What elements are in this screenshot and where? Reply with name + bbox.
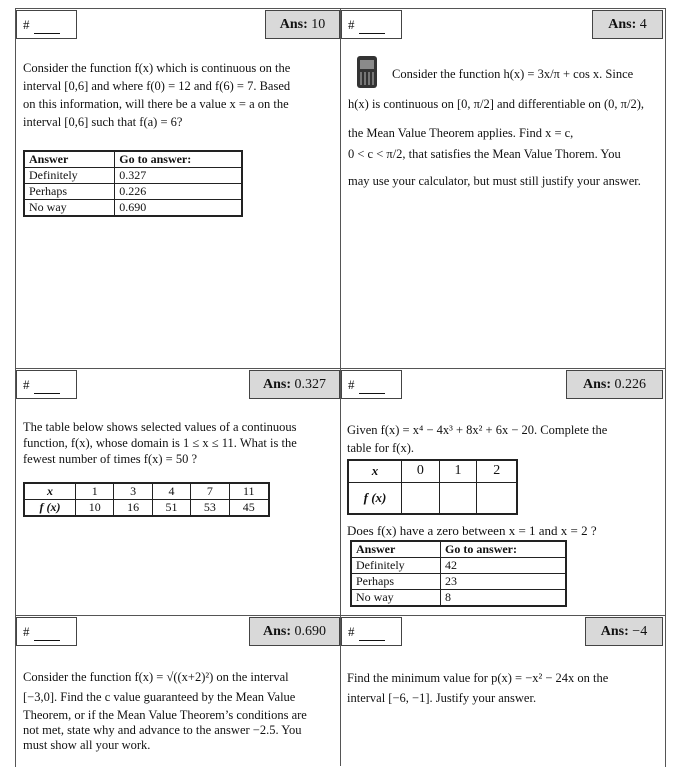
problem-line: interval [−6, −1]. Justify your answer. [347, 691, 537, 705]
row-divider-1 [15, 368, 665, 369]
answer-value: 0.690 [294, 624, 326, 639]
answer-value: 4 [639, 17, 647, 32]
table-row: x 0 1 2 [348, 460, 517, 482]
answer-choice-table [23, 150, 243, 217]
problem-text [347, 669, 662, 707]
answer-box [585, 617, 663, 646]
table-header: Answer [24, 151, 115, 168]
answer-box [265, 10, 340, 39]
problem-line: [−3,0]. Find the c value guaranteed by the Mean Value [23, 690, 296, 704]
answer-choice-table [350, 540, 567, 607]
answer-label: Ans: [262, 377, 291, 392]
values-table [23, 482, 270, 517]
answer-label: Ans: [600, 624, 629, 639]
problem-line: Does f(x) have a zero between x = 1 and x = 2 ? [347, 523, 597, 538]
table-row: x 1 3 4 7 11 [24, 483, 269, 500]
answer-label: Ans: [582, 377, 611, 392]
problem-line: interval [0,6] and where f(0) = 12 and f(6) = 7. Based [23, 79, 291, 93]
problem-line: Consider the function f(x) which is continuous on the [23, 61, 291, 75]
answer-label: Ans: [608, 17, 637, 32]
answer-box [249, 370, 340, 399]
table-header: Answer [351, 541, 441, 558]
problem-line: table for f(x). [347, 441, 414, 455]
table-row: Perhaps 0.226 [24, 184, 242, 200]
table-row: Perhaps 23 [351, 574, 566, 590]
number-label: # [348, 624, 355, 639]
answer-box [566, 370, 663, 399]
fill-in-table [347, 459, 518, 515]
blank-cell[interactable] [439, 482, 477, 514]
problem-line: Given f(x) = x⁴ − 4x³ + 8x² + 6x − 20. Complete the [347, 423, 608, 437]
blank-cell[interactable] [402, 482, 440, 514]
answer-box [249, 617, 340, 646]
answer-label: Ans: [262, 624, 291, 639]
number-label: # [348, 17, 355, 32]
problem-line: may use your calculator, but must still justify your answer. [348, 174, 641, 188]
problem-line: interval [0,6] such that f(a) = 6? [23, 115, 183, 129]
problem-text [23, 419, 335, 467]
problem-line: function, f(x), whose domain is 1 ≤ x ≤ 11. What is the [23, 436, 297, 450]
blank-cell[interactable] [477, 482, 517, 514]
problem-text [23, 668, 335, 753]
answer-box [592, 10, 663, 39]
problem-number-box [341, 370, 402, 399]
number-label: # [348, 377, 355, 392]
table-row: Definitely 42 [351, 558, 566, 574]
problem-number-box [16, 10, 77, 39]
problem-line: must show all your work. [23, 738, 151, 752]
calculator-icon [357, 56, 377, 88]
table-row: Definitely 0.327 [24, 168, 242, 184]
number-label: # [23, 624, 30, 639]
table-header: Go to answer: [441, 541, 566, 558]
problem-number-box [16, 617, 77, 646]
answer-value: −4 [632, 624, 648, 639]
problem-line: Theorem, or if the Mean Value Theorem’s conditions are [23, 708, 307, 722]
problem-line: fewest number of times f(x) = 50 ? [23, 452, 198, 466]
answer-value: 0.226 [614, 377, 646, 392]
table-header: Go to answer: [115, 151, 242, 168]
table-row: f (x) [348, 482, 517, 514]
problem-line: Consider the function f(x) = √((x+2)²) on the interval [23, 670, 289, 684]
table-row: No way 0.690 [24, 200, 242, 217]
table-row: No way 8 [351, 590, 566, 607]
problem-line: The table below shows selected values of a continuous [23, 420, 297, 434]
problem-number-box [341, 10, 402, 39]
answer-value: 0.327 [294, 377, 326, 392]
table-row: f (x) 10 16 51 53 45 [24, 500, 269, 517]
answer-value: 10 [311, 17, 326, 32]
answer-label: Ans: [279, 17, 308, 32]
problem-line: not met, state why and advance to the answer −2.5. You [23, 723, 302, 737]
number-label: # [23, 17, 30, 32]
problem-line: Consider the function h(x) = 3x/π + cos x. Since [392, 67, 634, 81]
number-label: # [23, 377, 30, 392]
problem-text [347, 421, 662, 457]
row-divider-2 [15, 615, 665, 616]
problem-line: Find the minimum value for p(x) = −x² − 24x on the [347, 671, 609, 685]
problem-number-box [341, 617, 402, 646]
problem-line: 0 < c < π/2, that satisfies the Mean Value Thorem. You [348, 147, 621, 161]
problem-line: h(x) is continuous on [0, π/2] and differentiable on (0, π/2), [348, 97, 645, 111]
problem-text [23, 59, 335, 131]
problem-line: on this information, will there be a value x = a on the [23, 97, 289, 111]
problem-number-box [16, 370, 77, 399]
problem-line: the Mean Value Theorem applies. Find x = c, [348, 126, 574, 140]
